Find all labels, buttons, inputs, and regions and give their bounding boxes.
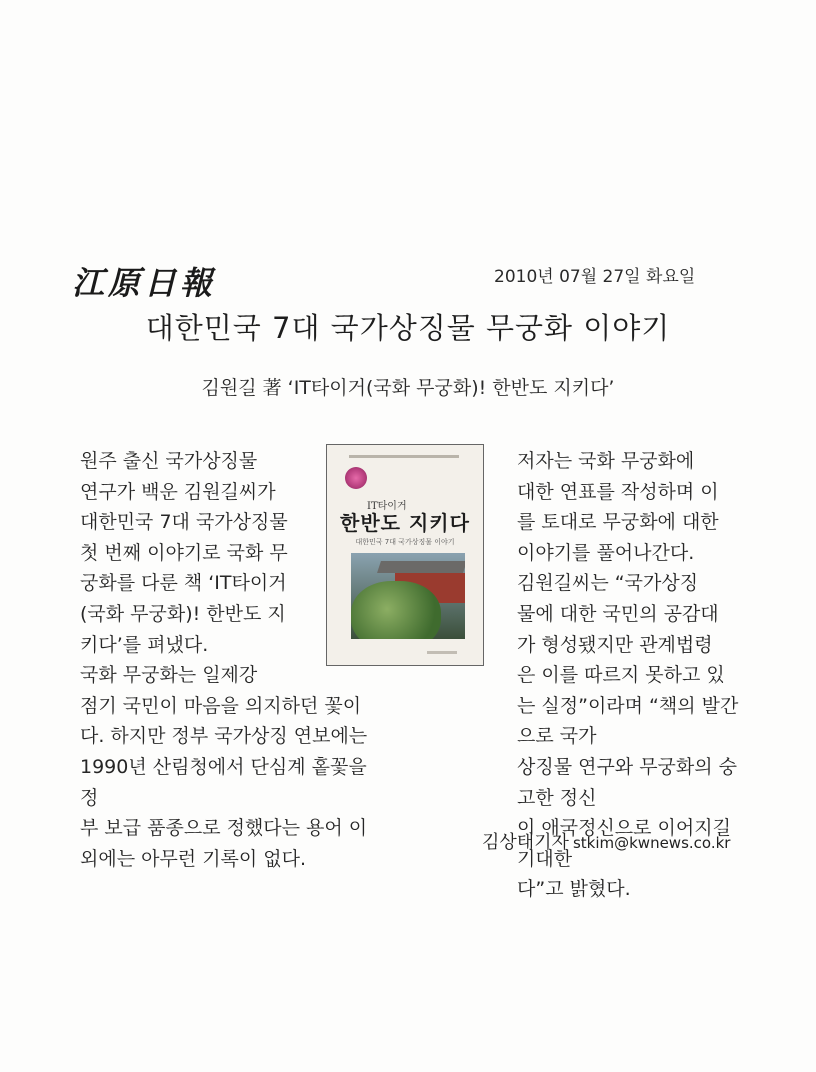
cover-top-line — [349, 455, 459, 458]
cover-photo — [351, 553, 465, 639]
cover-publisher-mark — [427, 651, 457, 654]
paragraph-1: 원주 출신 국가상징물 연구가 백운 김원길씨가 대한민국 7대 국가상징물 첫 번째 이야기로 국화 무 궁화를 다룬 책 ‘IT타이거 (국화 무궁화)! 한반도 지 키다’를 펴냈다. — [80, 450, 288, 656]
reporter-byline — [482, 828, 730, 854]
publication-date: 2010년 07월 27일 화요일 — [494, 267, 696, 287]
cover-subtitle: 대한민국 7대 국가상징물 이야기 — [355, 538, 455, 546]
mugunghwa-flower-icon — [345, 467, 367, 489]
house-roof — [377, 561, 465, 573]
reporter-email: stkim@kwnews.co.kr — [572, 834, 731, 852]
cover-small-title: IT타이거 — [367, 501, 407, 512]
book-cover-image — [326, 444, 484, 666]
article-headline: 대한민국 7대 국가상징물 무궁화 이야기 — [145, 311, 671, 345]
newspaper-masthead: 江原日報 — [72, 264, 217, 302]
mugunghwa-tree — [351, 581, 441, 639]
paragraph-3: 저자는 국화 무궁화에 대한 연표를 작성하며 이 를 토대로 무궁화에 대한 이야기를 풀어나간다. — [517, 450, 719, 564]
paragraph-2: 국화 무궁화는 일제강 점기 국민이 마음을 의지하던 꽃이 다. 하지만 정부 국가상징 연보에는 1990년 산림청에서 단심계 홑꽃을 정 부 보급 품종으로 정했다는 용어 이 외에는 아무런 기록이 없다. — [80, 664, 368, 870]
article-subheadline: 김원길 著 ‘IT타이거(국화 무궁화)! 한반도 지키다’ — [201, 377, 615, 399]
cover-main-title: 한반도 지키다 — [340, 511, 470, 535]
paragraph-4: 김원길씨는 “국가상징 물에 대한 국민의 공감대 가 형성됐지만 관계법령 은 이를 따르지 못하고 있 는 실정”이라며 “책의 발간으로 국가 상징물 연구와 무궁화의 숭고한 정신 이 애국정신으로 이어지길 기대한 다”고 밝혔다. — [517, 572, 739, 901]
reporter-name: 김상태기자 — [482, 832, 569, 853]
